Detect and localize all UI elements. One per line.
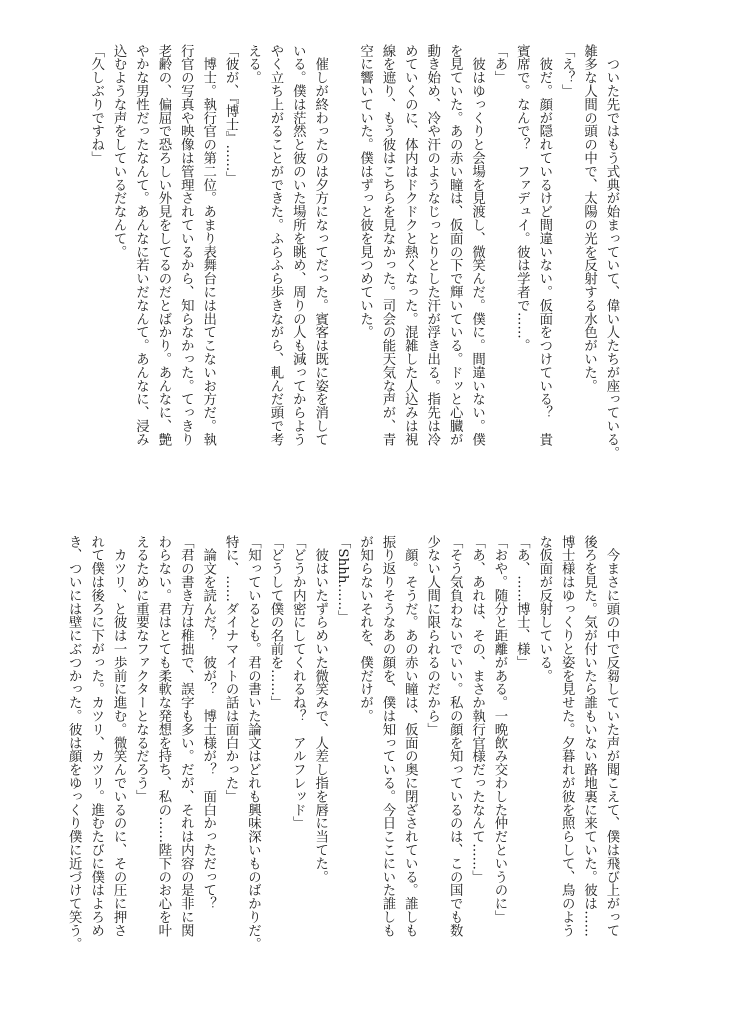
- lower-line: 今まさに頭の中で反芻していた声が聞こえて、僕は飛び上がって: [604, 535, 619, 937]
- upper-line: 「彼が、『博士』……」: [223, 44, 239, 185]
- upper-line: やく立ち上がることができた。ふらふら歩きながら、軋んだ頭で考: [267, 44, 283, 446]
- upper-line: 「あ」: [491, 44, 507, 85]
- lower-line: 「Shhh……」: [335, 535, 351, 624]
- upper-line: 博士。執行官の第二位。あまり表舞台には出てこないお方だ。執: [200, 44, 216, 446]
- upper-line: 賓席で。なんで？ ファデュイ。彼は学者で……。: [514, 44, 530, 353]
- lower-line: 「どうか内密にしてくれるね？ アルフレッド」: [290, 535, 306, 830]
- lower-line: 「あ、あれは、その、まさか執行官様だったなんて……」: [469, 535, 485, 884]
- upper-line: を見ていた。あの赤い瞳は、仮面の下で輝いている。ドッと心臓が: [447, 44, 463, 446]
- lower-line: な仮面が反射している。: [536, 535, 552, 683]
- lower-line: 博士様はゆっくりと姿を見せた。夕暮れが彼を照らして、鳥のよう: [559, 535, 575, 937]
- lower-line: 論文を読んだ？ 彼が？ 博士様が？ 面白かっただって？: [200, 535, 216, 911]
- upper-line: ついた先ではもう式典が始まっていて、偉い人たちが座っている。: [604, 44, 619, 460]
- upper-line: 空に響いていた。僕はずっと彼を見つめていた。: [357, 44, 373, 339]
- lower-line: 特に、……ダイナマイトの話は面白かった」: [223, 535, 239, 803]
- upper-line: 彼はゆっくりと会場を見渡し、微笑んだ。僕に。間違いない。僕: [469, 44, 485, 446]
- upper-line: える。: [245, 44, 261, 85]
- lower-line: 後ろを見た。気が付いたら誰もいない路地裏に来ていた。彼は……: [581, 535, 597, 937]
- lower-line: 「君の書き方は稚拙で、誤字も多い。だが、それは内容の是非に関: [178, 535, 194, 937]
- lower-line: 彼はいたずらめいた微笑みで、人差し指を唇に当てた。: [312, 535, 328, 884]
- upper-line: いる。僕は茫然と彼のいた場所を眺め、周りの人も減ってからよう: [290, 44, 306, 446]
- upper-line: 「え？」: [559, 44, 575, 98]
- lower-line: 「知っているとも。君の書いた論文はどれも興味深いものばかりだ。: [245, 535, 261, 951]
- upper-line: 「久しぶりですね」: [88, 44, 104, 165]
- upper-line: 行官の写真や映像は管理されているから、知らなかった。てっきり: [178, 44, 194, 446]
- lower-line: 少ない人間に限られるのだから」: [424, 535, 440, 736]
- lower-text-block: [66, 535, 622, 987]
- upper-line: 線を遮り、もう彼はこちらを見なかった。司会の能天気な声が、青: [379, 44, 395, 446]
- upper-line: 動き始め、冷や汗のようなじっとりとした汗が浮き出る。指先は冷: [424, 44, 440, 446]
- upper-line: めていくのに、体内はドクドクと熱くなった。混雑した人込みは視: [402, 44, 418, 446]
- lower-line: わらない。君はとても柔軟な発想を持ち、私の……陛下のお心を叶: [155, 535, 171, 937]
- lower-line: れて僕は後ろに下がった。カツリ、カツリ。進むたびに僕はよろめ: [88, 535, 104, 937]
- upper-line: 彼だ。顔が隠れているけど間違いない。仮面をつけている？ 貴: [536, 44, 552, 446]
- lower-line: 「そう気負わないでいい。私の顔を知っているのは、この国でも数: [447, 535, 463, 937]
- upper-line: 雑多な人間の頭の中で、太陽の光を反射する水色がいた。: [581, 44, 597, 393]
- lower-line: えるために重要なファクターとなるだろう」: [133, 535, 149, 803]
- lower-line: 振り返りそうなあの顔を、僕は知っている。今日ここにいた誰しも: [379, 535, 395, 937]
- lower-line: が知らないそれを、僕だけが。: [357, 535, 373, 723]
- upper-text-block: [66, 44, 622, 496]
- lower-line: カツリ、と彼は一歩前に進む。微笑んでいるのに、その圧に押さ: [111, 535, 127, 937]
- upper-line: 老齢の、偏屈で恐ろしい外見をしてるのだとばかり。あんなに、艶: [155, 44, 171, 446]
- lower-line: 「おや。随分と距離がある。一晩飲み交わした仲だというのに」: [491, 535, 507, 924]
- lower-line: 「どうして僕の名前を……」: [267, 535, 283, 710]
- paragraph-gap: [331, 44, 353, 496]
- upper-line: 催しが終わったのは夕方になってだった。賓客は既に姿を消して: [312, 44, 328, 446]
- lower-line: き、ついには壁にぶつかった。彼は顔をゆっくり僕に近づけて笑う。: [66, 535, 82, 951]
- upper-line: やかな男性だったなんて。あんなに若いだなんて。あんなに、浸み: [133, 44, 149, 446]
- lower-line: 顔。そうだ。あの赤い瞳は、仮面の奥に閉ざされている。誰しも: [402, 535, 418, 937]
- upper-line: 込むような声をしているだなんて。: [111, 44, 127, 259]
- lower-line: 「あ、……博士、様」: [514, 535, 530, 669]
